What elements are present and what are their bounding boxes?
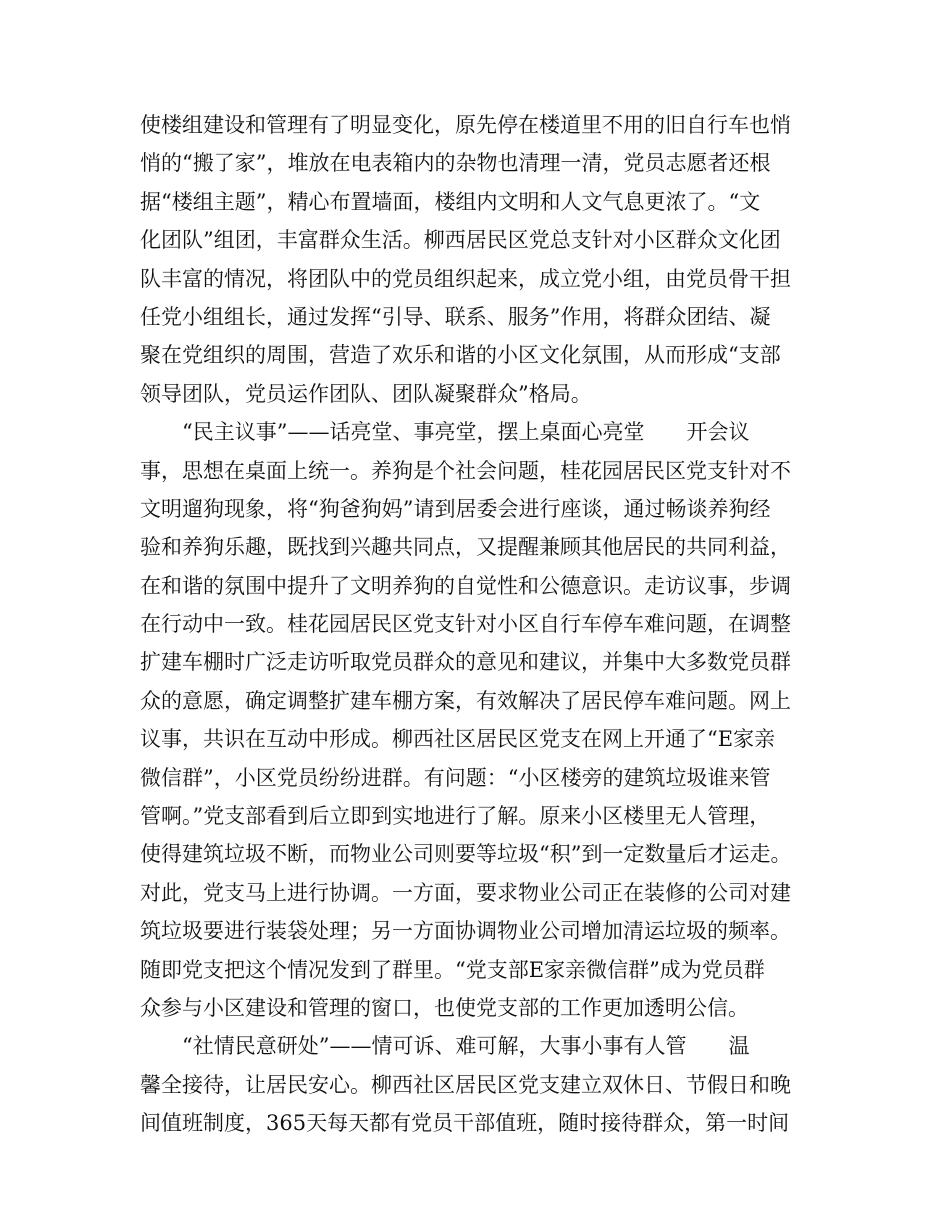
text-line: 领导团队，党员运作团队、团队凝聚群众”格局。 [140,381,592,406]
text-line: 验和养狗乐趣，既找到兴趣共同点，又提醒兼顾其他居民的共同利益， [140,535,791,560]
text-line: 馨全接待，让居民安心。柳西社区居民区党支建立双休日、节假日和晚 [140,1072,791,1097]
text-line: 队丰富的情况，将团队中的党员组织起来，成立党小组，由党员骨干担 [140,266,791,291]
body-text [140,106,840,1143]
text-line: 聚在党组织的周围，营造了欢乐和谐的小区文化氛围，从而形成“支部 [140,343,781,368]
text-line: 使得建筑垃圾不断，而物业公司则要等垃圾“积”到一定数量后才运走。 [140,842,792,867]
text-line: 扩建车棚时广泛走访听取党员群众的意见和建议，并集中大多数党员群 [140,650,791,675]
paragraph-heading-line: “民主议事”——话亮堂、事亮堂，摆上桌面心亮堂 开会议 [182,420,750,445]
paragraph-heading-line: “社情民意研处”——情可诉、难可解，大事小事有人管 温 [182,1034,750,1059]
text-line: 众参与小区建设和管理的窗口，也使党支部的工作更加透明公信。 [140,995,749,1020]
text-line: 据“楼组主题”，精心布置墙面，楼组内文明和人文气息更浓了。“文 [140,189,761,214]
text-line: 化团队”组团，丰富群众生活。柳西居民区党总支针对小区群众文化团 [140,228,781,253]
text-line: 在行动中一致。桂花园居民区党支针对小区自行车停车难问题，在调整 [140,612,791,637]
text-line: 事，思想在桌面上统一。养狗是个社会问题，桂花园居民区党支针对不 [140,458,791,483]
text-line: 对此，党支马上进行协调。一方面，要求物业公司正在装修的公司对建 [140,880,791,905]
text-line: 随即党支把这个情况发到了群里。“党支部E家亲微信群”成为党员群 [140,957,765,982]
text-line: 微信群”，小区党员纷纷进群。有问题：“小区楼旁的建筑垃圾谁来管 [140,765,771,790]
text-line: 管啊。”党支部看到后立即到实地进行了解。原来小区楼里无人管理， [140,804,771,829]
text-line: 议事，共识在互动中形成。柳西社区居民区党支在网上开通了“E家亲 [140,727,776,752]
text-line: 间值班制度，365天每天都有党员干部值班，随时接待群众，第一时间 [140,1111,790,1136]
text-line: 在和谐的氛围中提升了文明养狗的自觉性和公德意识。走访议事，步调 [140,573,791,598]
text-line: 文明遛狗现象，将“狗爸狗妈”请到居委会进行座谈，通过畅谈养狗经 [140,496,771,521]
text-line: 使楼组建设和管理有了明显变化，原先停在楼道里不用的旧自行车也悄 [140,113,791,137]
text-line: 任党小组组长，通过发挥“引导、联系、服务”作用，将群众团结、凝 [140,304,771,329]
text-line: 筑垃圾要进行装袋处理；另一方面协调物业公司增加清运垃圾的频率。 [140,919,791,944]
text-line: 悄的“搬了家”，堆放在电表箱内的杂物也清理一清，党员志愿者还根 [140,151,771,176]
text-line: 众的意愿，确定调整扩建车棚方案，有效解决了居民停车难问题。网上 [140,688,791,713]
